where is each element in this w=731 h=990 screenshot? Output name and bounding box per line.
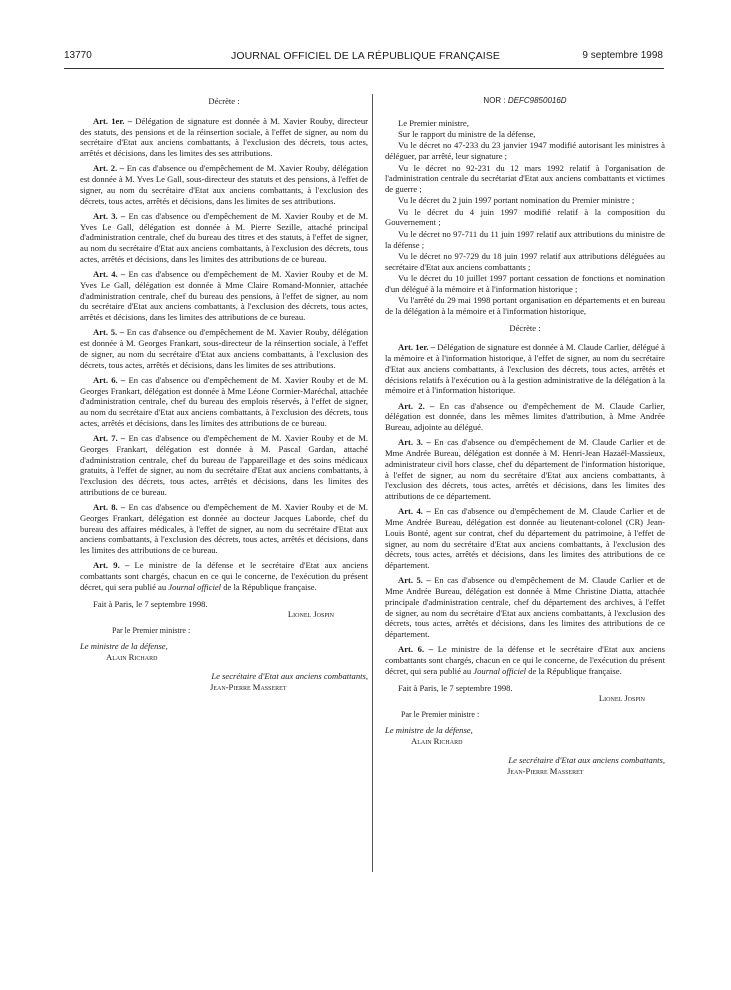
article-label: Art. 5. – — [93, 327, 125, 338]
column-divider — [372, 94, 373, 872]
article-text: En cas d'absence ou d'empêchement de M. Claude Carlier et de Mme Andrée Bureau, délégation est donnée à Mme Christine Diatta, attachée principale d'administration centrale, chef du département des archives, à l'effet de signer, au nom du secrétaire d'Etat aux anciens combattants, à l'exclusion des décrets, tous actes, arrêtés et décisions, dans les limites des attributions de ce département. — [385, 575, 665, 640]
article-label: Art. 5. – — [398, 575, 431, 586]
article-label: Art. 4. – — [93, 269, 126, 279]
minister-title — [80, 641, 368, 652]
article-text: En cas d'absence ou d'empêchement de M. Xavier Rouby, délégation est donnée à M. Yves Le Gall, sous-directeur des statuts et des pensions, à l'effet de signer, au nom du secrétaire d'Etat aux anciens combattants, à l'exclusion des décrets, tous actes, arrêtés et décisions, dans les limites de ses attributions. — [80, 163, 368, 206]
par-le-line: Par le Premier ministre : — [112, 626, 191, 635]
journal-name: Journal officiel — [168, 581, 222, 592]
article-paragraph — [385, 437, 665, 502]
article-paragraph — [80, 269, 368, 323]
preamble-line: Vu le décret no 97-711 du 11 juin 1997 relatif aux attributions du ministre de la défense ; — [385, 228, 665, 250]
article-label: Art. 8. – — [93, 502, 126, 512]
minister-title-text: Le ministre de la défense, — [80, 640, 168, 651]
article-label: Art. 7. – — [93, 433, 126, 443]
article-paragraph — [80, 433, 368, 498]
article-paragraph — [80, 211, 368, 265]
article-text-end: de la République française. — [221, 581, 317, 592]
journal-title: JOURNAL OFFICIEL DE LA RÉPUBLIQUE FRANÇAISE — [231, 50, 500, 62]
article-text: En cas d'absence ou d'empêchement de M. Claude Carlier, délégation est donnée, dans les mêmes limites d'attribution, à Mme Andrée Bureau, adjointe au délégué. — [385, 400, 666, 433]
article-text: En cas d'absence ou d'empêchement de M. Claude Carlier et de Mme Andrée Bureau, délégation est donnée à M. Henri-Jean Hazaël-Massieux, administrateur civil hors classe, chef du département de l'information historique, à l'effet de signer, au nom du secrétaire d'Etat aux anciens combattants, à l'exclusion des décrets, tous actes, arrêtés et décisions, dans les limites des attributions de ce département. — [385, 437, 665, 502]
secretary-title-text: Le secrétaire d'Etat aux anciens combattants, — [508, 755, 665, 766]
article-label: Art. 2. – — [93, 163, 125, 174]
secretary-title — [385, 755, 665, 766]
article-text: Délégation de signature est donnée à M. Xavier Rouby, directeur des statuts, des pensions et de la réinsertion sociale, à l'effet de signer, au nom du secrétaire d'Etat aux anciens combattants, à l'exclusion des décrets, tous actes, arrêtés et décisions, dans les limites des ses attributions. — [80, 115, 368, 158]
article-paragraph — [80, 163, 368, 206]
secretary-title-text: Le secrétaire d'Etat aux anciens combattants, — [211, 671, 368, 682]
minister-name: Alain Richard — [106, 651, 158, 662]
article-paragraph — [385, 575, 665, 640]
nor-reference — [385, 96, 665, 107]
article-text: En cas d'absence ou d'empêchement de M. Xavier Rouby et de M. Yves Le Gall, délégation est donnée à Mme Claire Romand-Monnier, attachée d'administration centrale, chef du bureau des pensions, à l'effet de signer, au nom du secrétaire d'Etat aux anciens combattants, à l'exclusion des décrets, tous actes, arrêtés et décisions, dans les limites des attributions de ce bureau. — [80, 269, 368, 322]
par-le-line: Par le Premier ministre : — [401, 710, 480, 720]
article-paragraph — [80, 327, 368, 370]
decrete-heading: Décrète : — [208, 96, 240, 106]
minister-title-text: Le ministre de la défense, — [385, 724, 473, 735]
preamble-line: Vu le décret no 97-729 du 18 juin 1997 relatif aux attributions déléguées au secrétaire d'Etat aux anciens combattants ; — [385, 250, 665, 272]
article-text: Le ministre de la défense et le secrétaire d'Etat aux anciens combattants sont chargés, chacun en ce qui le concerne, de l'exécution du présent décret, qui sera publié au — [385, 644, 665, 676]
article-label: Art. 3. – — [93, 210, 126, 221]
journal-name: Journal officiel — [473, 665, 527, 676]
article-text: En cas d'absence ou d'empêchement de M. Xavier Rouby et de M. Georges Frankart, délégation est donnée à Mme Léone Cormier-Maréchal, attachée d'administration centrale, chef du bureau des emplois réservés, à l'effet de signer, au nom du secrétaire d'Etat aux anciens combattants, à l'exclusion des décrets, tous actes, arrêtés et décisions, dans les limites des attributions de ce bureau. — [80, 374, 368, 428]
minister-title — [385, 725, 665, 736]
right-column — [385, 96, 665, 777]
fait-line — [80, 599, 368, 610]
article-paragraph — [385, 506, 665, 571]
secretary-name: Jean-Pierre Masseret — [507, 766, 584, 777]
fait-text: Fait à Paris, le 7 septembre 1998. — [398, 682, 513, 693]
article-text: En cas d'absence ou d'empêchement de M. Xavier Rouby et de M. Georges Frankart, délégation est donnée à M. Pascal Gardan, attaché d'administration centrale, chef du bureau de l'appareillage et des soins médicaux gratuits, à l'effet de signer, au nom du secrétaire d'Etat aux anciens combattants, à l'exclusion des décrets, tous actes, arrêtés et décisions, dans les limites des attributions de ce bureau. — [80, 433, 368, 497]
article-text: Le ministre de la défense et le secrétaire d'Etat aux anciens combattants sont chargés, chacun en ce qui le concerne, de l'exécution du présent décret, qui sera publié au — [80, 560, 368, 592]
article-paragraph — [80, 375, 368, 429]
preamble-line: Vu l'arrêté du 29 mai 1998 portant organisation en départements et en bureau de la délégation à la mémoire et à l'information historique, — [385, 295, 665, 316]
article-text-end: de la République française. — [526, 665, 622, 676]
article-label: Art. 1er. – — [398, 342, 436, 353]
article-paragraph — [80, 502, 368, 556]
article-paragraph — [385, 401, 665, 433]
final-article — [385, 644, 665, 676]
signatory-line — [80, 609, 368, 620]
article-paragraph — [385, 342, 665, 396]
header-rule — [64, 68, 664, 69]
article-text: En cas d'absence ou d'empêchement de M. Claude Carlier et de Mme Andrée Bureau, délégation est donnée au lieutenant-colonel (CR) Jean-Louis Bonté, agent sur contrat, chef du département du patrimoine, à l'effet de signer, au nom du secrétaire d'Etat aux anciens combattants, à l'exclusion des décrets, tous actes, arrêtés et décisions, dans les limites des attributions de ce département. — [385, 506, 665, 571]
preamble-line: Vu le décret du 4 juin 1997 modifié relatif à la composition du Gouvernement ; — [385, 206, 665, 228]
preamble-line: Vu le décret du 2 juin 1997 portant nomination du Premier ministre ; — [398, 195, 635, 206]
left-column — [80, 96, 368, 693]
article-label: Art. 1er. – — [93, 115, 133, 126]
nor-code: DEFC9850016D — [507, 96, 567, 105]
preamble-line: Vu le décret no 92-231 du 12 mars 1992 relatif à l'organisation de l'administration centrale du secrétariat d'Etat aux anciens combattants et victimes de guerre ; — [385, 162, 665, 195]
preamble-line: Vu le décret du 10 juillet 1997 portant cessation de fonctions et nomination d'un délégué à la mémoire et à l'information historique ; — [385, 273, 665, 294]
article-label: Art. 9. – — [93, 560, 130, 571]
secretary-title — [80, 671, 368, 682]
signatory-name: Lionel Jospin — [287, 609, 334, 620]
page-header — [0, 50, 731, 66]
article-text: En cas d'absence ou d'empêchement de M. Xavier Rouby et de M. Yves Le Gall, délégation est donnée à M. Pierre Sezille, attaché principal d'administration centrale, chef du bureau des titres et des statuts, à l'effet de signer, au nom du secrétaire d'Etat aux anciens combattants, à l'exclusion des décrets, tous actes, arrêtés et décisions, dans les limites des attributions de ce bureau. — [80, 210, 368, 264]
article-text: En cas d'absence ou d'empêchement de M. Xavier Rouby et de M. Georges Frankart, délégation est donnée au docteur Jacques Laborde, chef du bureau des affaires médicales, à l'effet de signer, au nom du secrétaire d'Etat aux anciens combattants, à l'exclusion des décrets, tous actes, arrêtés et décisions, dans les limites des attributions de ce bureau. — [80, 502, 368, 555]
preamble-line: Le Premier ministre, — [398, 117, 469, 128]
final-article — [80, 560, 368, 592]
article-text: En cas d'absence ou d'empêchement de M. Xavier Rouby, délégation est donnée à M. Georges Frankart, sous-directeur de la réinsertion sociale, à l'effet de signer, au nom du secrétaire d'Etat aux anciens combattants, à l'exclusion des décrets, tous actes, arrêtés et décisions, dans les limites de ses attributions. — [80, 327, 368, 370]
preamble-line: Vu le décret no 47-233 du 23 janvier 1947 modifié autorisant les ministres à déléguer, par arrêté, leur signature ; — [385, 140, 665, 162]
article-label: Art. 4. – — [398, 506, 431, 517]
preamble-line: Sur le rapport du ministre de la défense, — [398, 129, 536, 140]
page-number: 13770 — [64, 50, 92, 61]
decrete-heading: Décrète : — [509, 322, 541, 333]
signatory-line — [385, 693, 665, 704]
article-text: Délégation de signature est donnée à M. Claude Carlier, délégué à la mémoire et à l'information historique, à l'effet de signer, au nom du secrétaire d'Etat aux anciens combattants, à l'exclusion des décrets, tous actes, arrêtés et décisions relatifs à l'exécution ou à la gestion administrative de la délégation à la mémoire et à l'information historique. — [385, 342, 665, 396]
minister-name: Alain Richard — [411, 735, 463, 746]
fait-line — [385, 683, 665, 694]
article-label: Art. 3. – — [398, 437, 431, 448]
nor-prefix: NOR : — [483, 96, 508, 105]
article-label: Art. 6. – — [398, 644, 434, 655]
article-paragraph — [80, 116, 368, 159]
fait-text: Fait à Paris, le 7 septembre 1998. — [93, 598, 208, 609]
article-label: Art. 6. – — [93, 374, 126, 385]
issue-date: 9 septembre 1998 — [582, 50, 663, 61]
article-label: Art. 2. – — [398, 400, 435, 411]
signatory-name: Lionel Jospin — [598, 693, 645, 704]
secretary-name: Jean-Pierre Masseret — [210, 682, 287, 692]
